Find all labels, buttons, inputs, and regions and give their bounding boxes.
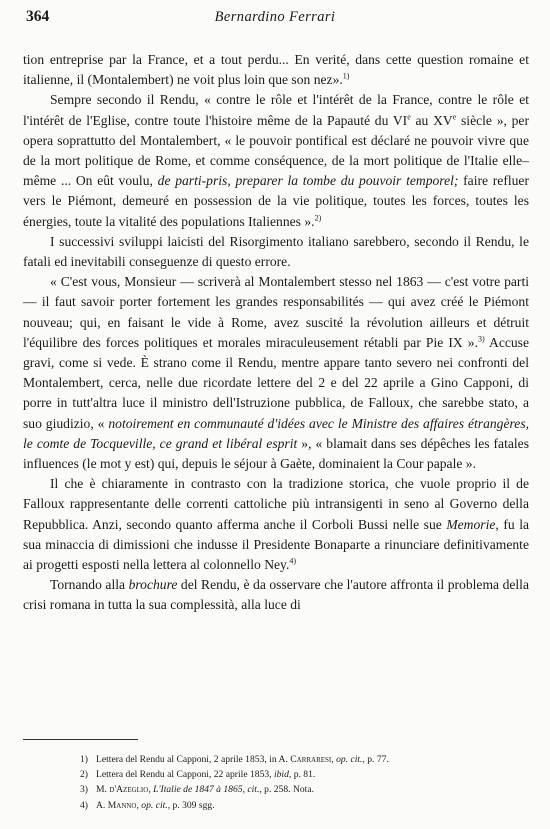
footnote-ref: 4) bbox=[289, 556, 297, 566]
footnote-ref: 3) bbox=[478, 334, 485, 344]
text-run: , bbox=[331, 754, 337, 765]
footnote-ref: e bbox=[407, 112, 411, 122]
footnote-number: 3) bbox=[80, 784, 88, 796]
body-text bbox=[23, 50, 529, 616]
text-run: , fu la sua minaccia di dimissioni che indusse il Presidente Bonaparte a rinunciare definitivamente ai progetti esposti nella lettera al colonnello Ney. bbox=[23, 516, 530, 573]
text-run: faire refluer vers le Piémont, demeuré en possession de la vie politique, toutes les forces, toutes les énergies, toute la vitalité des populations Italiennes ». bbox=[23, 173, 529, 229]
page-header bbox=[0, 8, 550, 30]
footnote-ref: 1) bbox=[342, 71, 350, 81]
text-run: I successivi sviluppi laicisti del Risorgimento italiano sarebbero, secondo il Rendu, le fatali ed inevitabili conseguenze di questo errore. bbox=[23, 233, 529, 270]
running-title: Bernardino Ferrari bbox=[214, 9, 336, 25]
text-run: , p. 77. bbox=[362, 754, 389, 765]
text-run: , bbox=[148, 784, 154, 796]
footnote bbox=[80, 767, 530, 782]
text-run: notoirement en communauté d'idées avec le Ministre des affaires étrangères, le comte de Tocqueville, ce grand et libéral esprit bbox=[23, 415, 530, 451]
text-run: », « blamait dans ses dépêches les fatales influences (le mot y est) qui, depuis le séjour à Gaète, dominaient la Cour papale ». bbox=[23, 435, 529, 472]
text-run: Lettera del Rendu al Capponi, 22 aprile 1853, bbox=[96, 769, 274, 781]
body-paragraph bbox=[23, 232, 529, 272]
text-run: op. cit. bbox=[141, 799, 168, 811]
text-run: , bbox=[136, 799, 142, 811]
text-run: Memorie bbox=[446, 516, 496, 532]
text-run: « C'est vous, Monsieur — scriverà al Montalembert stesso nel 1863 — c'est votre parti — il faut savoir porter fortement les grandes responsabilités — qui avez créé le Piémont nouveau; qui, en faisant le vide à Rome, avez suscité la révolution ailleurs et détruit l'équilibre des forces politiques et morales miraculeusement rétabli par Pie IX ». bbox=[23, 274, 529, 350]
footnote-ref: e bbox=[452, 112, 457, 122]
text-run: L'Italie de 1847 à 1865, cit. bbox=[153, 784, 260, 796]
footnote-number: 4) bbox=[80, 799, 88, 811]
text-run: siècle », per opera soprattutto del Montalembert, « le pouvoir pontifical est déclaré ne pouvoir vivre que de la mort politique de Rome, et comme conséquence, de la mort politique de l'Italie elle–même ... On eût voulu, bbox=[23, 112, 529, 189]
body-paragraph bbox=[23, 575, 529, 615]
text-run: tion entreprise par la France, et a tout perdu... En verité, dans cette question romaine et italienne, il (Montalembert) ne voit plus loin que son nez». bbox=[23, 52, 529, 88]
text-run: Il che è chiaramente in contrasto con la tradizione storica, che vuole proprio il de Falloux rappresentante delle correnti cattoliche più intransigenti in seno al Governo della Repubblica. Anzi, secondo quanto afferma anche il Corboli Bussi nelle sue bbox=[23, 476, 529, 532]
text-run: Tornando alla bbox=[50, 577, 129, 593]
footnote-ref: 2) bbox=[314, 213, 322, 223]
text-run: Lettera del Rendu al Capponi, 2 aprile 1853, in A. bbox=[96, 754, 291, 765]
text-run: M. bbox=[96, 784, 110, 796]
text-run: au XV bbox=[410, 112, 453, 128]
text-run: ibid bbox=[273, 769, 289, 781]
text-run: , p. 309 sgg. bbox=[167, 799, 215, 811]
footnote bbox=[80, 782, 530, 797]
body-paragraph bbox=[23, 50, 529, 90]
footnote-number: 1) bbox=[80, 754, 88, 765]
text-run: , p. 81. bbox=[288, 769, 316, 781]
body-paragraph bbox=[23, 272, 529, 474]
footnote bbox=[80, 752, 530, 767]
footnote bbox=[80, 798, 530, 813]
text-run: Sempre secondo il Rendu, « contre le rôle et l'intérêt de la France, contre le rôle et l'intérêt de l'Eglise, contre toute l'histoire même de la Papauté du VI bbox=[23, 92, 529, 128]
text-run: op. cit. bbox=[336, 754, 363, 765]
footnotes bbox=[80, 752, 530, 813]
text-run: de parti-pris, preparer la tombe du pouvoir temporel; bbox=[157, 173, 459, 189]
text-run: Carraresi bbox=[290, 754, 332, 765]
text-run: A. bbox=[96, 799, 108, 811]
body-paragraph bbox=[23, 474, 529, 575]
page-number: 364 bbox=[26, 8, 50, 25]
text-run: , p. 258. Nota. bbox=[259, 784, 314, 796]
footnote-number: 2) bbox=[80, 769, 88, 781]
text-run: brochure bbox=[128, 577, 178, 593]
text-run: del Rendu, è da osservare che l'autore affronta il problema della crisi romana in tutta la sua complessità, alla luce di bbox=[23, 577, 529, 613]
text-run: d'Azeglio bbox=[109, 784, 149, 796]
text-run: Manno bbox=[107, 799, 137, 811]
body-paragraph bbox=[23, 90, 529, 231]
text-run: Accuse gravi, come si vede. È strano come il Rendu, mentre appare tanto severo nei confronti del Montalembert, cerca, nelle due ricordate lettere del 2 e del 22 aprile a Gino Capponi, di porre in tutt'altra luce il ministro dell'Istruzione pubblica, de Falloux, che sarebbe stato, a suo giudizio, « bbox=[23, 334, 530, 431]
footnote-divider bbox=[23, 739, 138, 740]
